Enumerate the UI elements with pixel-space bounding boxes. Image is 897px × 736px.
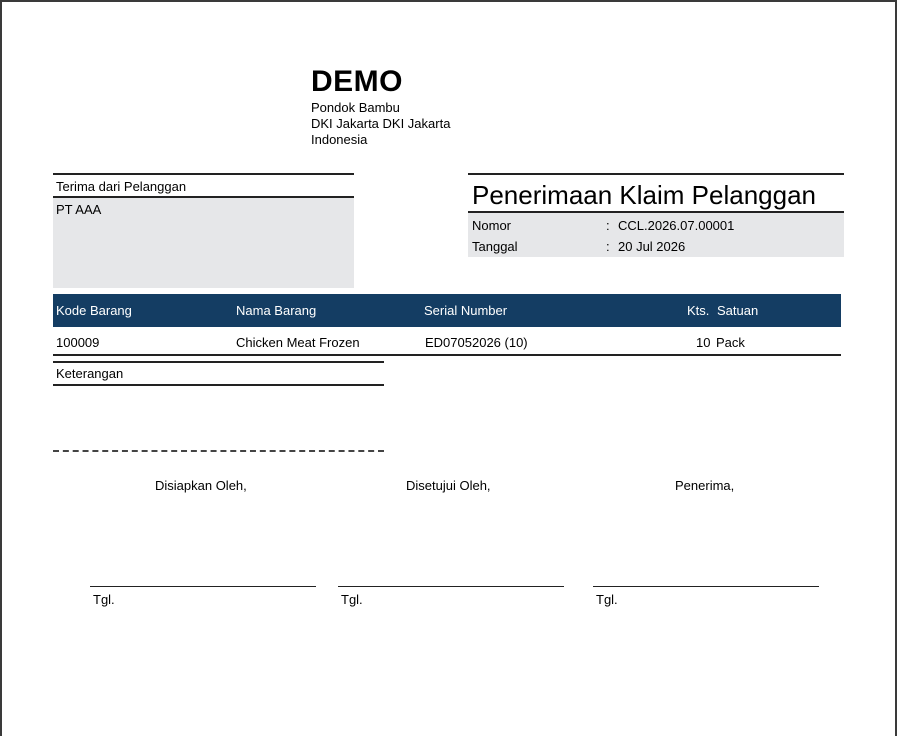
separator: : [606, 218, 610, 233]
document-date-row [468, 236, 844, 257]
column-header-code: Kode Barang [56, 303, 132, 318]
cell-unit: Pack [716, 335, 745, 350]
company-block [311, 64, 450, 148]
table-row [53, 327, 841, 356]
document-info-box [468, 173, 844, 257]
cell-name: Chicken Meat Frozen [236, 335, 360, 350]
signature-approved-label: Disetujui Oleh, [406, 478, 491, 493]
signature-prepared-label: Disiapkan Oleh, [155, 478, 247, 493]
signature-date-receiver: Tgl. [596, 592, 618, 607]
company-address-line-2: DKI Jakarta DKI Jakarta [311, 116, 451, 131]
cell-qty: 10 [696, 335, 711, 350]
column-header-name: Nama Barang [236, 303, 317, 318]
separator: : [606, 239, 610, 254]
notes-box [53, 361, 384, 386]
column-header-unit: Satuan [717, 303, 759, 318]
items-table [53, 294, 841, 356]
customer-label: Terima dari Pelanggan [53, 173, 354, 198]
cell-serial: ED07052026 (10) [425, 335, 528, 350]
company-address-line-1: Pondok Bambu [311, 100, 400, 115]
table-header [53, 294, 841, 327]
signature-line-prepared [90, 586, 316, 587]
column-header-qty: Kts. [687, 303, 710, 318]
document-date-label: Tanggal [472, 239, 518, 254]
company-address-line-3: Indonesia [311, 132, 368, 147]
signature-date-approved: Tgl. [341, 592, 363, 607]
notes-label: Keterangan [53, 361, 384, 386]
document-number-row [468, 215, 844, 236]
signature-date-prepared: Tgl. [93, 592, 115, 607]
customer-box [53, 173, 354, 288]
dashed-divider [53, 450, 384, 452]
signature-line-approved [338, 586, 564, 587]
company-name: DEMO [311, 65, 403, 98]
customer-name: PT AAA [53, 198, 354, 288]
document-date: 20 Jul 2026 [618, 239, 686, 254]
signature-receiver-label: Penerima, [675, 478, 735, 493]
cell-code: 100009 [56, 335, 100, 350]
document-number-label: Nomor [472, 218, 512, 233]
column-header-serial: Serial Number [424, 303, 508, 318]
document-meta [468, 213, 844, 257]
signature-line-receiver [593, 586, 819, 587]
document-number: CCL.2026.07.00001 [618, 218, 735, 233]
document-title: Penerimaan Klaim Pelanggan [468, 173, 844, 213]
